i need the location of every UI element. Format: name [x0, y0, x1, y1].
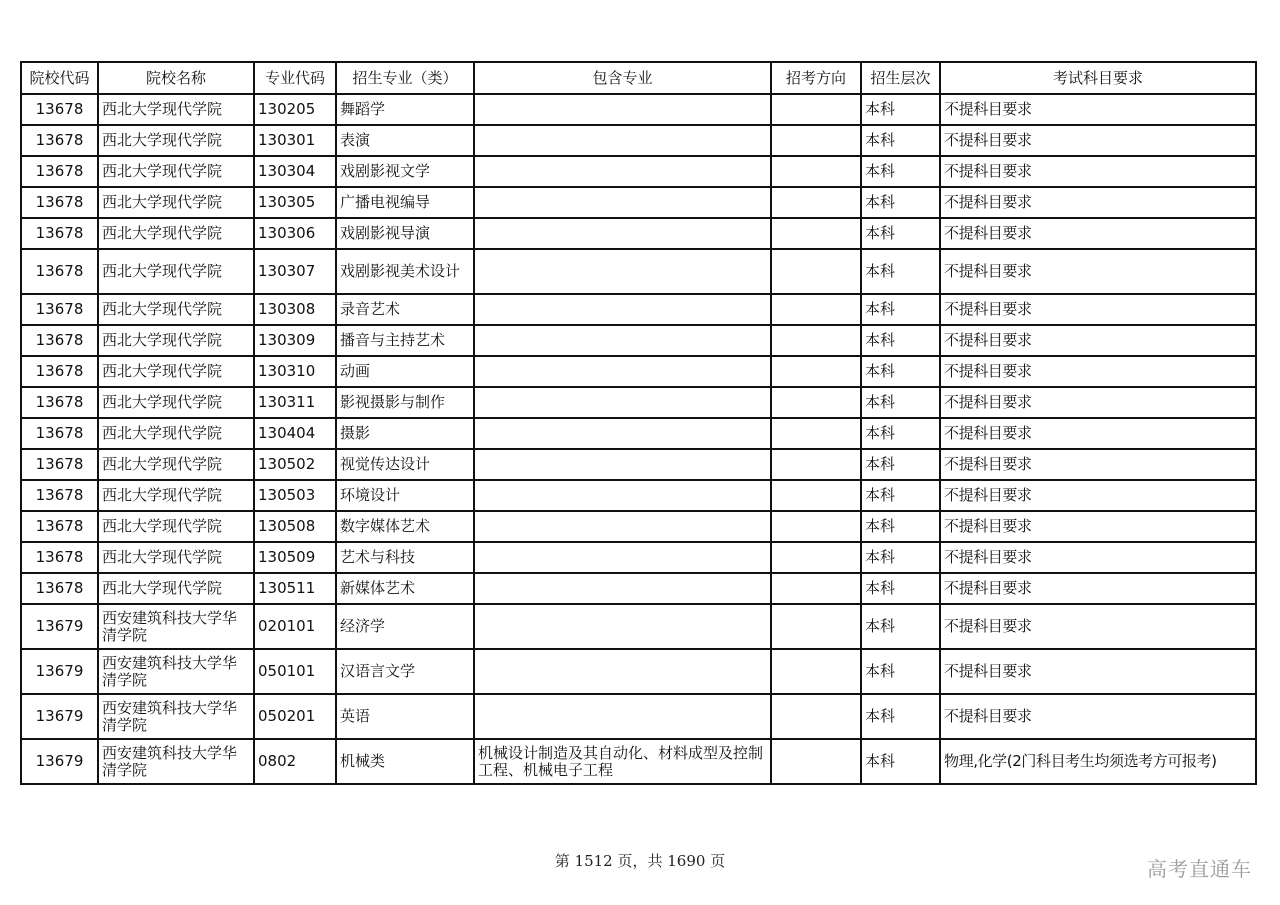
major-code-cell: 130306 [254, 218, 336, 249]
table-row [21, 542, 1256, 573]
school-code-cell: 13678 [21, 249, 98, 294]
school-name-cell: 西安建筑科技大学华清学院 [98, 739, 254, 784]
subject-requirement-cell: 不提科目要求 [940, 94, 1256, 125]
major-code-cell: 130310 [254, 356, 336, 387]
school-code-cell: 13678 [21, 418, 98, 449]
school-name-cell: 西北大学现代学院 [98, 325, 254, 356]
school-code-cell: 13678 [21, 356, 98, 387]
table-row [21, 249, 1256, 294]
school-name-cell: 西北大学现代学院 [98, 218, 254, 249]
table-row [21, 480, 1256, 511]
included-majors-cell [474, 356, 771, 387]
major-code-cell: 020101 [254, 604, 336, 649]
direction-cell [771, 604, 861, 649]
level-cell: 本科 [861, 156, 940, 187]
major-code-cell: 130307 [254, 249, 336, 294]
table-row [21, 604, 1256, 649]
admission-table [20, 61, 1257, 785]
table-row [21, 449, 1256, 480]
included-majors-cell [474, 694, 771, 739]
included-majors-cell [474, 125, 771, 156]
school-name-cell: 西安建筑科技大学华清学院 [98, 694, 254, 739]
header-school-name: 院校名称 [98, 62, 254, 94]
school-code-cell: 13678 [21, 94, 98, 125]
included-majors-cell [474, 649, 771, 694]
level-cell: 本科 [861, 542, 940, 573]
table-row [21, 156, 1256, 187]
subject-requirement-cell: 不提科目要求 [940, 694, 1256, 739]
table-row [21, 418, 1256, 449]
direction-cell [771, 294, 861, 325]
included-majors-cell: 机械设计制造及其自动化、材料成型及控制工程、机械电子工程 [474, 739, 771, 784]
included-majors-cell [474, 94, 771, 125]
school-name-cell: 西北大学现代学院 [98, 418, 254, 449]
level-cell: 本科 [861, 739, 940, 784]
major-code-cell: 130503 [254, 480, 336, 511]
included-majors-cell [474, 187, 771, 218]
major-cell: 视觉传达设计 [336, 449, 474, 480]
included-majors-cell [474, 249, 771, 294]
school-code-cell: 13678 [21, 325, 98, 356]
major-code-cell: 130205 [254, 94, 336, 125]
school-name-cell: 西北大学现代学院 [98, 387, 254, 418]
subject-requirement-cell: 不提科目要求 [940, 480, 1256, 511]
subject-requirement-cell: 不提科目要求 [940, 649, 1256, 694]
major-cell: 戏剧影视美术设计 [336, 249, 474, 294]
major-code-cell: 130511 [254, 573, 336, 604]
major-cell: 戏剧影视导演 [336, 218, 474, 249]
school-code-cell: 13678 [21, 218, 98, 249]
subject-requirement-cell: 不提科目要求 [940, 449, 1256, 480]
school-name-cell: 西北大学现代学院 [98, 187, 254, 218]
major-code-cell: 130509 [254, 542, 336, 573]
subject-requirement-cell: 不提科目要求 [940, 156, 1256, 187]
included-majors-cell [474, 156, 771, 187]
table-row [21, 187, 1256, 218]
major-code-cell: 130508 [254, 511, 336, 542]
school-name-cell: 西北大学现代学院 [98, 480, 254, 511]
subject-requirement-cell: 不提科目要求 [940, 418, 1256, 449]
level-cell: 本科 [861, 604, 940, 649]
level-cell: 本科 [861, 649, 940, 694]
subject-requirement-cell: 不提科目要求 [940, 187, 1256, 218]
major-cell: 动画 [336, 356, 474, 387]
table-row [21, 325, 1256, 356]
school-name-cell: 西北大学现代学院 [98, 156, 254, 187]
subject-requirement-cell: 不提科目要求 [940, 325, 1256, 356]
major-code-cell: 130309 [254, 325, 336, 356]
school-code-cell: 13679 [21, 604, 98, 649]
table-row [21, 511, 1256, 542]
table-row [21, 573, 1256, 604]
major-cell: 影视摄影与制作 [336, 387, 474, 418]
included-majors-cell [474, 294, 771, 325]
level-cell: 本科 [861, 418, 940, 449]
major-cell: 经济学 [336, 604, 474, 649]
subject-requirement-cell: 不提科目要求 [940, 249, 1256, 294]
major-cell: 戏剧影视文学 [336, 156, 474, 187]
school-name-cell: 西北大学现代学院 [98, 356, 254, 387]
school-code-cell: 13679 [21, 649, 98, 694]
direction-cell [771, 694, 861, 739]
subject-requirement-cell: 不提科目要求 [940, 542, 1256, 573]
major-code-cell: 050101 [254, 649, 336, 694]
major-cell: 表演 [336, 125, 474, 156]
level-cell: 本科 [861, 356, 940, 387]
included-majors-cell [474, 218, 771, 249]
direction-cell [771, 511, 861, 542]
table-row [21, 218, 1256, 249]
school-code-cell: 13678 [21, 156, 98, 187]
table-row [21, 94, 1256, 125]
school-code-cell: 13678 [21, 480, 98, 511]
watermark-logo: 高考直通车 [1147, 857, 1252, 881]
included-majors-cell [474, 387, 771, 418]
direction-cell [771, 325, 861, 356]
subject-requirement-cell: 不提科目要求 [940, 356, 1256, 387]
school-name-cell: 西北大学现代学院 [98, 294, 254, 325]
major-cell: 环境设计 [336, 480, 474, 511]
school-code-cell: 13679 [21, 739, 98, 784]
direction-cell [771, 218, 861, 249]
included-majors-cell [474, 480, 771, 511]
header-major: 招生专业（类） [336, 62, 474, 94]
included-majors-cell [474, 511, 771, 542]
direction-cell [771, 480, 861, 511]
direction-cell [771, 418, 861, 449]
included-majors-cell [474, 573, 771, 604]
direction-cell [771, 94, 861, 125]
major-code-cell: 130311 [254, 387, 336, 418]
school-code-cell: 13678 [21, 542, 98, 573]
included-majors-cell [474, 325, 771, 356]
level-cell: 本科 [861, 573, 940, 604]
table-row [21, 387, 1256, 418]
table-row [21, 694, 1256, 739]
school-name-cell: 西北大学现代学院 [98, 511, 254, 542]
table-row [21, 649, 1256, 694]
major-code-cell: 0802 [254, 739, 336, 784]
major-cell: 艺术与科技 [336, 542, 474, 573]
level-cell: 本科 [861, 187, 940, 218]
level-cell: 本科 [861, 218, 940, 249]
header-school-code: 院校代码 [21, 62, 98, 94]
school-code-cell: 13678 [21, 511, 98, 542]
major-cell: 英语 [336, 694, 474, 739]
school-code-cell: 13679 [21, 694, 98, 739]
school-name-cell: 西安建筑科技大学华清学院 [98, 649, 254, 694]
subject-requirement-cell: 不提科目要求 [940, 294, 1256, 325]
major-code-cell: 130404 [254, 418, 336, 449]
major-code-cell: 130502 [254, 449, 336, 480]
header-subject-requirement: 考试科目要求 [940, 62, 1256, 94]
school-name-cell: 西北大学现代学院 [98, 573, 254, 604]
major-cell: 广播电视编导 [336, 187, 474, 218]
header-level: 招生层次 [861, 62, 940, 94]
school-name-cell: 西北大学现代学院 [98, 125, 254, 156]
school-name-cell: 西北大学现代学院 [98, 449, 254, 480]
direction-cell [771, 156, 861, 187]
header-included-majors: 包含专业 [474, 62, 771, 94]
table-row [21, 739, 1256, 784]
direction-cell [771, 573, 861, 604]
table-row [21, 125, 1256, 156]
direction-cell [771, 125, 861, 156]
major-cell: 摄影 [336, 418, 474, 449]
table-row [21, 356, 1256, 387]
school-code-cell: 13678 [21, 187, 98, 218]
level-cell: 本科 [861, 694, 940, 739]
subject-requirement-cell: 不提科目要求 [940, 387, 1256, 418]
school-code-cell: 13678 [21, 449, 98, 480]
level-cell: 本科 [861, 249, 940, 294]
school-name-cell: 西北大学现代学院 [98, 542, 254, 573]
subject-requirement-cell: 不提科目要求 [940, 511, 1256, 542]
subject-requirement-cell: 不提科目要求 [940, 125, 1256, 156]
major-cell: 录音艺术 [336, 294, 474, 325]
level-cell: 本科 [861, 294, 940, 325]
major-cell: 数字媒体艺术 [336, 511, 474, 542]
school-name-cell: 西安建筑科技大学华清学院 [98, 604, 254, 649]
school-code-cell: 13678 [21, 125, 98, 156]
major-code-cell: 130304 [254, 156, 336, 187]
subject-requirement-cell: 不提科目要求 [940, 604, 1256, 649]
included-majors-cell [474, 449, 771, 480]
header-row [21, 62, 1256, 94]
page-number: 第 1512 页，共 1690 页 [554, 852, 726, 870]
direction-cell [771, 187, 861, 218]
major-code-cell: 130301 [254, 125, 336, 156]
level-cell: 本科 [861, 449, 940, 480]
direction-cell [771, 739, 861, 784]
major-code-cell: 130308 [254, 294, 336, 325]
major-cell: 汉语言文学 [336, 649, 474, 694]
direction-cell [771, 356, 861, 387]
major-cell: 机械类 [336, 739, 474, 784]
level-cell: 本科 [861, 387, 940, 418]
level-cell: 本科 [861, 125, 940, 156]
direction-cell [771, 649, 861, 694]
major-cell: 舞蹈学 [336, 94, 474, 125]
included-majors-cell [474, 542, 771, 573]
level-cell: 本科 [861, 511, 940, 542]
subject-requirement-cell: 物理,化学(2门科目考生均须选考方可报考) [940, 739, 1256, 784]
level-cell: 本科 [861, 94, 940, 125]
subject-requirement-cell: 不提科目要求 [940, 573, 1256, 604]
level-cell: 本科 [861, 325, 940, 356]
direction-cell [771, 249, 861, 294]
school-name-cell: 西北大学现代学院 [98, 249, 254, 294]
school-code-cell: 13678 [21, 387, 98, 418]
table-row [21, 294, 1256, 325]
direction-cell [771, 542, 861, 573]
school-name-cell: 西北大学现代学院 [98, 94, 254, 125]
school-code-cell: 13678 [21, 573, 98, 604]
school-code-cell: 13678 [21, 294, 98, 325]
major-cell: 播音与主持艺术 [336, 325, 474, 356]
major-code-cell: 130305 [254, 187, 336, 218]
header-major-code: 专业代码 [254, 62, 336, 94]
direction-cell [771, 387, 861, 418]
level-cell: 本科 [861, 480, 940, 511]
major-cell: 新媒体艺术 [336, 573, 474, 604]
included-majors-cell [474, 604, 771, 649]
header-direction: 招考方向 [771, 62, 861, 94]
subject-requirement-cell: 不提科目要求 [940, 218, 1256, 249]
included-majors-cell [474, 418, 771, 449]
direction-cell [771, 449, 861, 480]
major-code-cell: 050201 [254, 694, 336, 739]
